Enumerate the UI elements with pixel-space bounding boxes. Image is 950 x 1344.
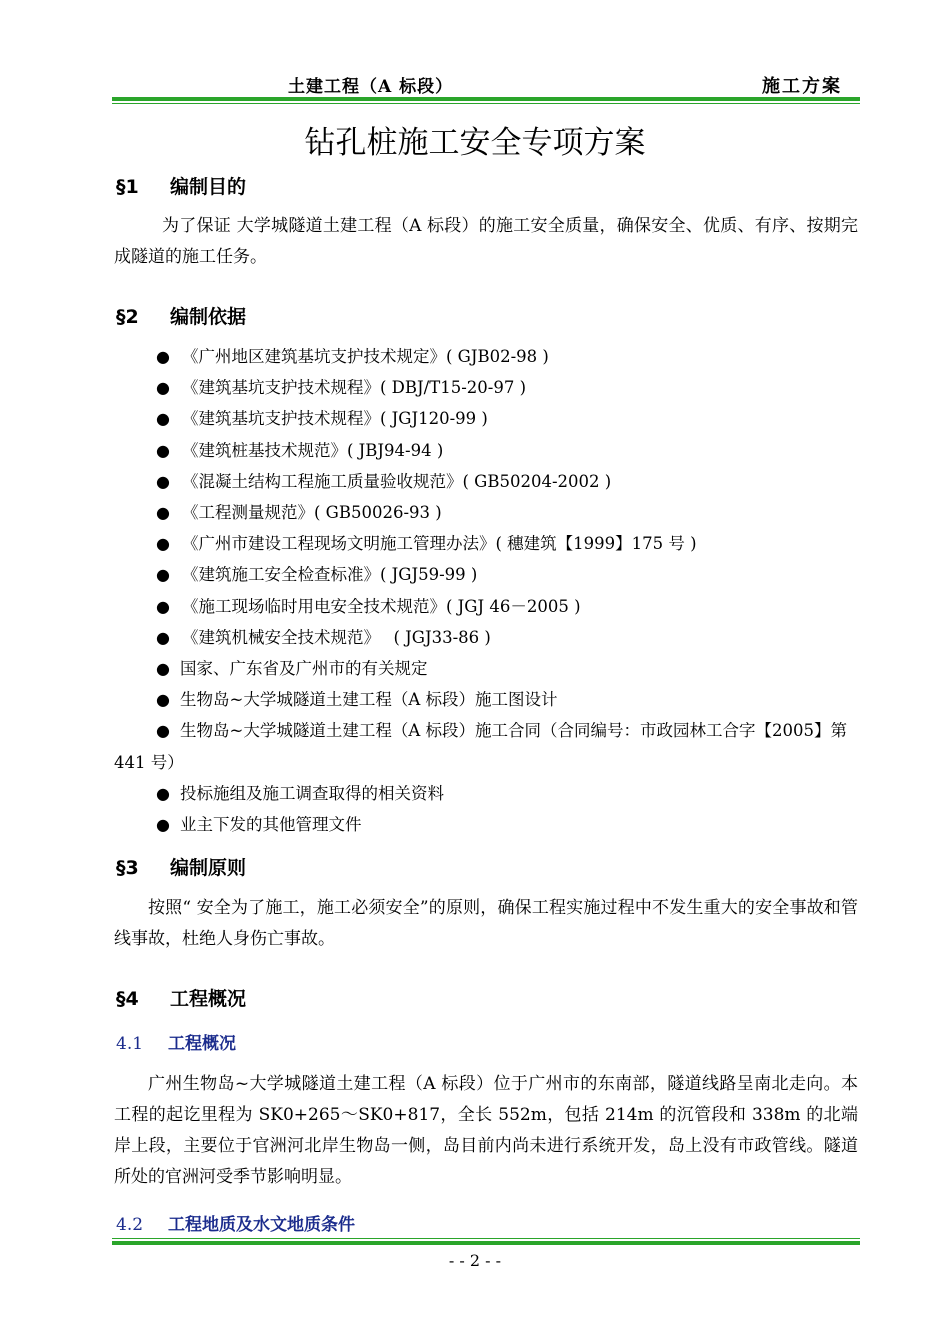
- section-title: 编制依据: [170, 306, 247, 328]
- list-item: [114, 466, 858, 497]
- subsection-heading: [116, 1210, 355, 1235]
- paragraph: 按照“ 安全为了施工，施工必须安全”的原则，确保工程实施过程中不发生重大的安全事故和管线事故，杜绝人身伤亡事故。: [114, 898, 858, 949]
- header-left: 土建工程（A 标段）: [288, 77, 454, 97]
- list-item-text: 《施工现场临时用电安全技术规范》( JGJ 46－2005 ): [182, 596, 581, 616]
- list-item-text: 生物岛~大学城隧道土建工程（A 标段）施工图设计: [180, 690, 558, 710]
- list-item: [114, 778, 858, 809]
- list-item: [114, 403, 858, 434]
- section-body: [114, 893, 858, 955]
- list-item-text: 《广州市建设工程现场文明施工管理办法》( 穗建筑【1999】175 号 ): [182, 534, 697, 554]
- list-item-text: 《建筑桩基技术规范》( JBJ94-94 ): [182, 440, 444, 460]
- bullet-icon: ●: [156, 690, 170, 710]
- section-heading: [116, 853, 246, 880]
- bullet-icon: ●: [156, 378, 170, 398]
- subsection-title: 工程地质及水文地质条件: [168, 1215, 355, 1235]
- list-item-text: 投标施组及施工调查取得的相关资料: [180, 783, 444, 803]
- section-number: §4: [116, 988, 139, 1010]
- section-title: 编制原则: [170, 857, 247, 879]
- list-item: [114, 559, 858, 590]
- list-item: [114, 622, 858, 653]
- bullet-icon: ●: [156, 659, 170, 679]
- list-item-text: 国家、广东省及广州市的有关规定: [180, 659, 428, 679]
- list-item: [114, 715, 858, 777]
- paragraph: 为了保证 大学城隧道土建工程（A 标段）的施工安全质量，确保安全、优质、有序、按期完成隧道的施工任务。: [114, 216, 858, 267]
- list-item-text: 生物岛~大学城隧道土建工程（A 标段）施工合同（合同编号：市政园林工合字【2005】第 441 号）: [114, 721, 847, 772]
- list-item: [114, 341, 858, 372]
- bullet-icon: ●: [156, 627, 170, 647]
- list-item: [114, 528, 858, 559]
- section-body: [114, 211, 858, 273]
- page-number: - - 2 - -: [448, 1251, 502, 1270]
- bullet-icon: ●: [156, 409, 170, 429]
- list-item-text: 《建筑施工安全检查标准》( JGJ59-99 ): [182, 565, 478, 585]
- subsection-body: [114, 1069, 858, 1193]
- list-item-text: 《建筑基坑支护技术规程》( JGJ120-99 ): [182, 409, 488, 429]
- list-item-text: 《广州地区建筑基坑支护技术规定》( GJB02-98 ): [182, 347, 549, 366]
- section-heading: [116, 302, 246, 329]
- bullet-icon: ●: [156, 503, 170, 523]
- bullet-icon: ●: [156, 596, 170, 616]
- document-title: 钻孔桩施工安全专项方案: [304, 125, 646, 161]
- subsection-number: 4.2: [116, 1215, 144, 1235]
- footer-rule-thick: [112, 1241, 860, 1245]
- bullet-icon: ●: [156, 783, 170, 803]
- bullet-icon: ●: [156, 815, 170, 835]
- bullet-icon: ●: [156, 347, 170, 366]
- section-number: §1: [116, 176, 139, 198]
- bullet-icon: ●: [156, 565, 170, 585]
- list-item-text: 《建筑基坑支护技术规程》( DBJ/T15-20-97 ): [182, 378, 527, 398]
- section-number: §3: [116, 857, 139, 879]
- list-item-text: 《建筑机械安全技术规范》 ( JGJ33-86 ): [182, 627, 491, 647]
- list-item: [114, 372, 858, 403]
- section-title: 工程概况: [170, 988, 247, 1010]
- list-item: [114, 809, 858, 840]
- list-item: [114, 435, 858, 466]
- section-heading: [116, 172, 246, 199]
- subsection-title: 工程概况: [168, 1034, 236, 1054]
- section-number: §2: [116, 306, 139, 328]
- list-item-text: 《工程测量规范》( GB50026-93 ): [182, 503, 442, 523]
- footer-rule-thin: [112, 1238, 860, 1239]
- bullet-icon: ●: [156, 471, 170, 491]
- header-right: 施工方案: [762, 76, 842, 97]
- list-item: [114, 653, 858, 684]
- bullet-icon: ●: [156, 534, 170, 554]
- list-item: [114, 497, 858, 528]
- list-item-text: 业主下发的其他管理文件: [180, 815, 362, 835]
- header-rule-thin: [112, 103, 860, 104]
- paragraph: 广州生物岛~大学城隧道土建工程（A 标段）位于广州市的东南部，隧道线路呈南北走向。本工程的起讫里程为 SK0+265～SK0+817，全长 552m，包括 214m 的沉管段和 338m 的北端岸上段，主要位于官洲河北岸生物岛一侧，岛目前内尚未进行系统开发，岛上没有市政管线。隧道所处的官洲河受季节影响明显。: [114, 1074, 858, 1187]
- bullet-icon: ●: [156, 440, 170, 460]
- list-item-text: 《混凝土结构工程施工质量验收规范》( GB50204-2002 ): [182, 471, 612, 491]
- bullet-icon: ●: [156, 721, 170, 741]
- list-item: [114, 591, 858, 622]
- header-rule-thick: [112, 97, 860, 101]
- section-title: 编制目的: [170, 176, 247, 198]
- reference-list: [114, 341, 858, 840]
- subsection-heading: [116, 1029, 236, 1054]
- list-item: [114, 684, 858, 715]
- subsection-number: 4.1: [116, 1034, 144, 1054]
- section-heading: [116, 984, 246, 1011]
